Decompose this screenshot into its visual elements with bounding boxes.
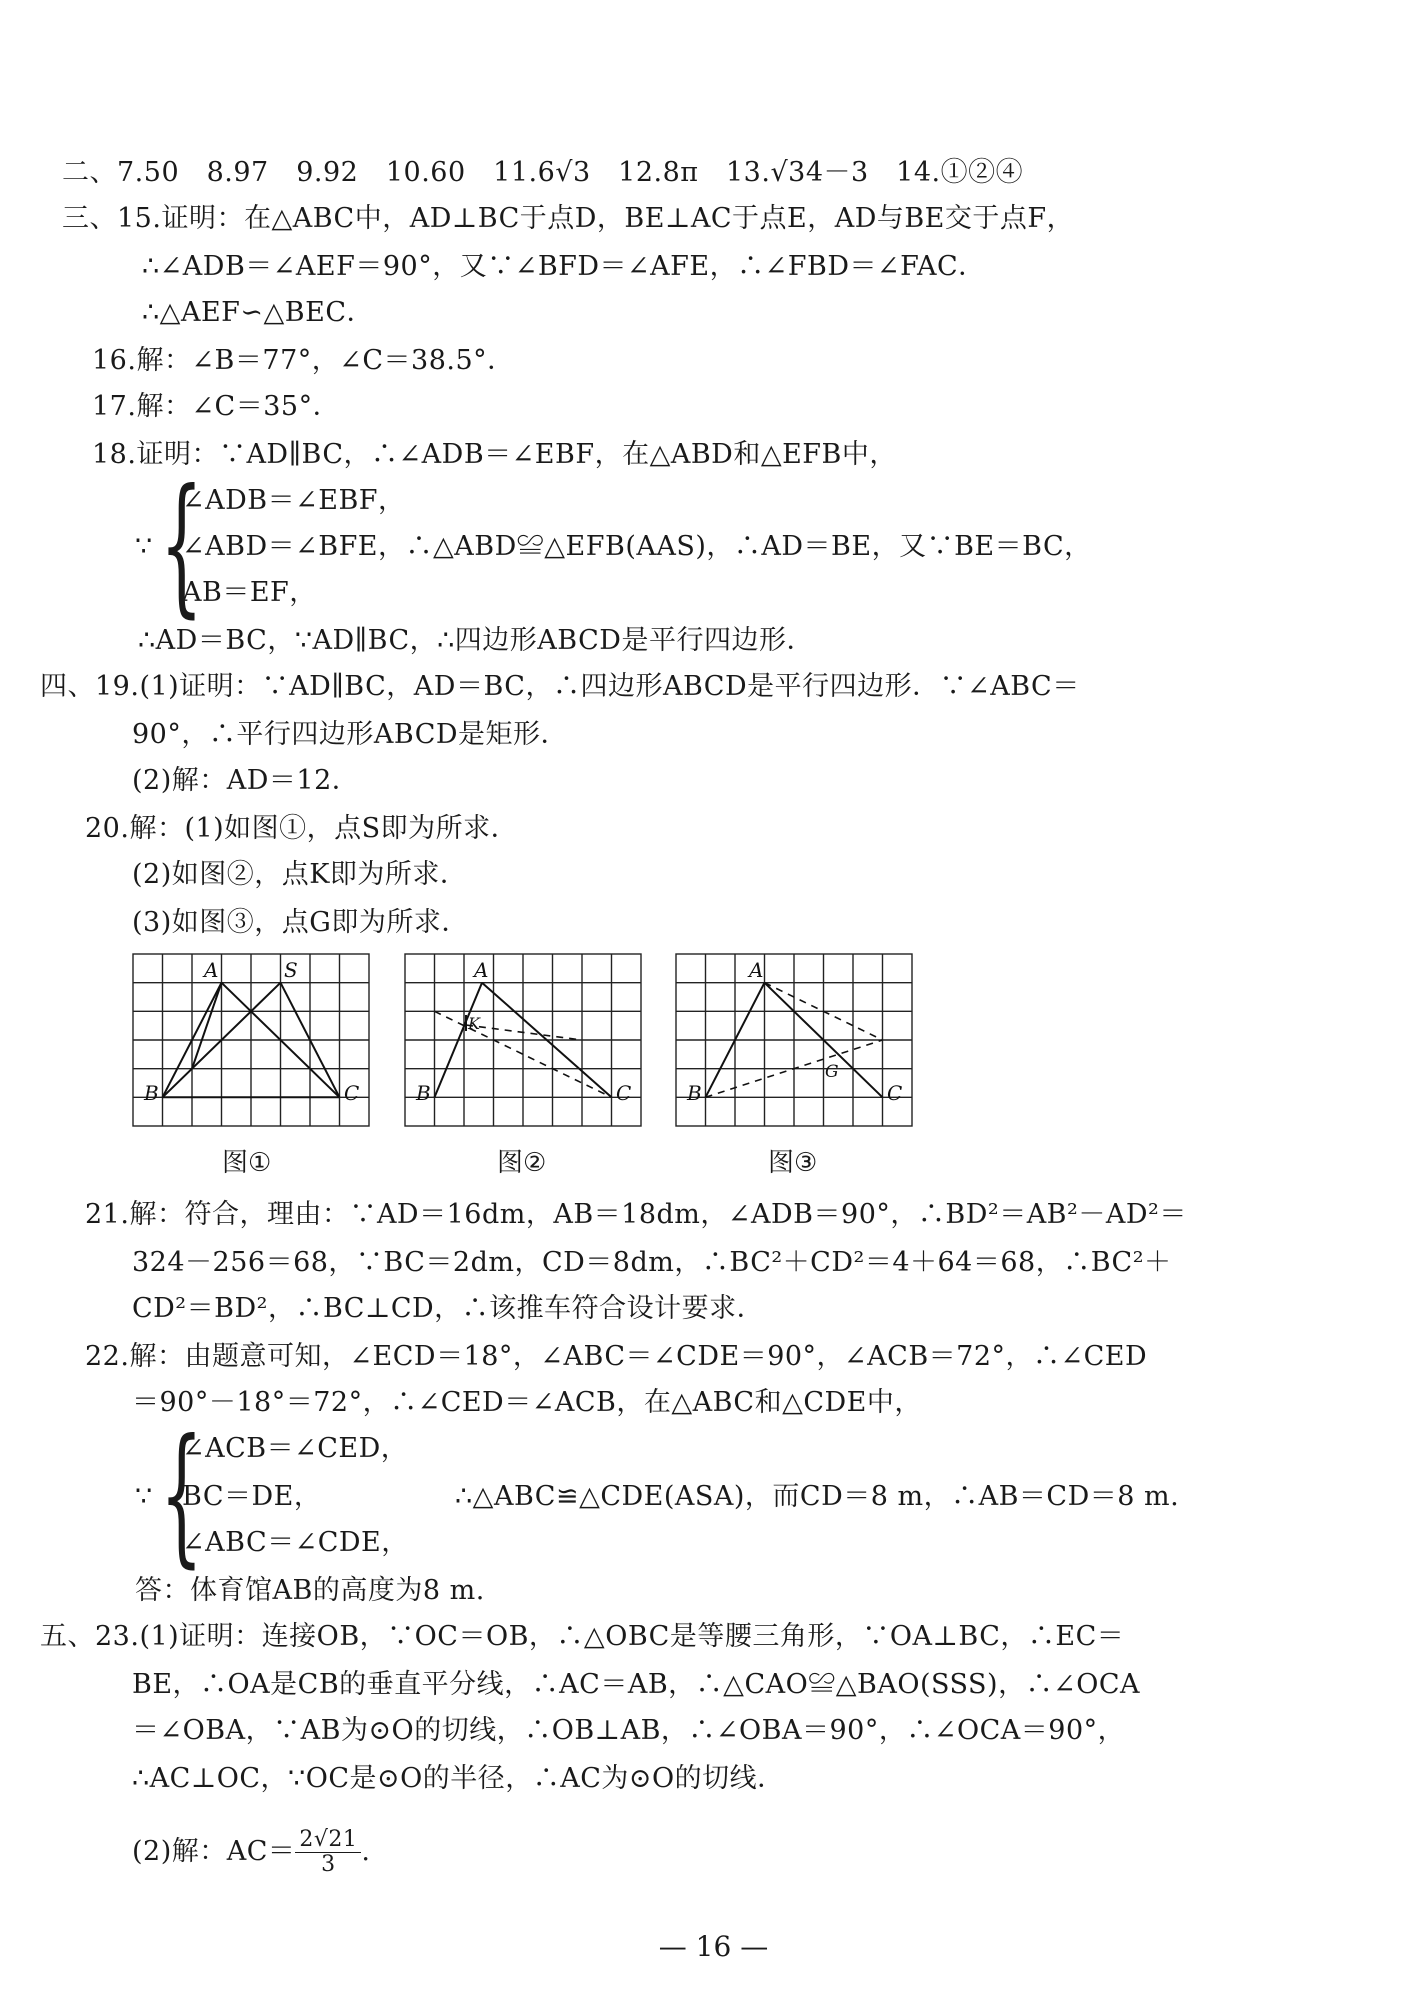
- label-A: A: [204, 958, 219, 982]
- figure-2-grid: [404, 953, 646, 1130]
- label-A: A: [474, 958, 489, 982]
- figure-3-caption: 图③: [768, 1148, 818, 1178]
- answer-18-cond3: AB＝EF，: [182, 577, 317, 608]
- page-number: — 16 —: [658, 1930, 769, 1963]
- answer-18-conclusion: ∴AD＝BC，∵AD∥BC，∴四边形ABCD是平行四边形．: [138, 625, 814, 656]
- answer-22-answer: 答：体育馆AB的高度为8 m.: [135, 1575, 485, 1606]
- label-B: B: [144, 1081, 159, 1105]
- answer-18-because: ∵: [135, 531, 153, 562]
- figure-3-grid: [675, 953, 917, 1130]
- answer-23-line1: 五、23.(1)证明：连接OB，∵OC＝OB，∴△OBC是等腰三角形，∵OA⊥BC，∴EC＝: [40, 1621, 1125, 1652]
- answer-23-line4: ∴AC⊥OC，∵OC是⊙O的半径，∴AC为⊙O的切线．: [132, 1763, 785, 1794]
- answer-19-line1: 四、19.(1)证明：∵AD∥BC，AD＝BC，∴四边形ABCD是平行四边形．∵∠ABC＝: [40, 671, 1080, 702]
- answer-15-line3: ∴△AEF∽△BEC．: [142, 297, 374, 328]
- brace-22: {: [160, 1408, 203, 1582]
- answer-23-part2-suffix: .: [361, 1836, 371, 1867]
- answer-20-part1: 20.解：(1)如图①，点S即为所求．: [85, 813, 519, 844]
- answers-section-2: 二、7.50 8.97 9.92 10.60 11.6√3 12.8π 13.√34－3 14.①②④: [62, 157, 1024, 188]
- brace-18: {: [160, 458, 203, 632]
- label-C: C: [616, 1081, 632, 1105]
- answer-20-part2: (2)如图②，点K即为所求．: [132, 859, 468, 890]
- answer-23-part2-prefix: (2)解：AC＝: [132, 1836, 296, 1867]
- label-B: B: [687, 1081, 702, 1105]
- answer-22-line2: ＝90°－18°＝72°，∴∠CED＝∠ACB，在△ABC和△CDE中，: [132, 1387, 922, 1418]
- answer-22-result: ∴△ABC≌△CDE(ASA)，而CD＝8 m，∴AB＝CD＝8 m.: [455, 1481, 1180, 1512]
- answer-22-because: ∵: [135, 1481, 153, 1512]
- answer-18-line1: 18.证明：∵AD∥BC，∴∠ADB＝∠EBF，在△ABD和△EFB中，: [92, 439, 897, 470]
- answer-22-cond1: ∠ACB＝∠CED，: [182, 1433, 409, 1464]
- answer-19-line2: 90°，∴平行四边形ABCD是矩形．: [132, 719, 569, 750]
- label-S: S: [284, 958, 298, 982]
- fraction: [295, 1828, 361, 1877]
- label-G: G: [825, 1062, 839, 1082]
- answer-19-part2: (2)解：AD＝12．: [132, 765, 360, 796]
- answer-22-cond2: BC＝DE，: [182, 1481, 322, 1512]
- label-C: C: [887, 1081, 903, 1105]
- answer-16: 16.解：∠B＝77°，∠C＝38.5°．: [92, 345, 515, 376]
- answer-22-line1: 22.解：由题意可知，∠ECD＝18°，∠ABC＝∠CDE＝90°，∠ACB＝72°，∴∠CED: [85, 1341, 1148, 1372]
- figure-1-grid: [132, 953, 374, 1130]
- answer-15-line1: 三、15.证明：在△ABC中，AD⊥BC于点D，BE⊥AC于点E，AD与BE交于点F，: [62, 203, 1075, 234]
- label-A: A: [749, 958, 764, 982]
- label-B: B: [416, 1081, 431, 1105]
- answer-23-part2: [132, 1822, 371, 1882]
- label-C: C: [344, 1081, 360, 1105]
- answer-15-line2: ∴∠ADB＝∠AEF＝90°，又∵∠BFD＝∠AFE，∴∠FBD＝∠FAC．: [142, 251, 986, 282]
- answer-23-line3: ＝∠OBA，∵AB为⊙O的切线，∴OB⊥AB，∴∠OBA＝90°，∴∠OCA＝90°，: [132, 1715, 1126, 1746]
- answer-18-cond1: ∠ADB＝∠EBF，: [182, 485, 406, 516]
- figure-2-caption: 图②: [497, 1148, 547, 1178]
- answer-23-line2: BE，∴OA是CB的垂直平分线，∴AC＝AB，∴△CAO≌△BAO(SSS)，∴∠OCA: [132, 1669, 1141, 1700]
- answer-18-cond2: ∠ABD＝∠BFE，∴△ABD≌△EFB(AAS)，∴AD＝BE，又∵BE＝BC，: [182, 531, 1092, 562]
- answer-22-cond3: ∠ABC＝∠CDE，: [182, 1527, 409, 1558]
- answer-17: 17.解：∠C＝35°．: [92, 391, 341, 422]
- figure-1-caption: 图①: [222, 1148, 272, 1178]
- answer-21-line2: 324－256＝68，∵BC＝2dm，CD＝8dm，∴BC²＋CD²＝4＋64＝68，∴BC²＋: [132, 1247, 1172, 1278]
- answer-21-line3: CD²＝BD²，∴BC⊥CD，∴该推车符合设计要求．: [132, 1293, 765, 1324]
- answer-20-part3: (3)如图③，点G即为所求．: [132, 907, 469, 938]
- label-K: K: [468, 1014, 480, 1033]
- fraction-numerator: 2√21: [295, 1828, 361, 1853]
- answer-21-line1: 21.解：符合，理由：∵AD＝16dm，AB＝18dm，∠ADB＝90°，∴BD²＝AB²－AD²＝: [85, 1199, 1187, 1230]
- fraction-denominator: 3: [321, 1852, 336, 1877]
